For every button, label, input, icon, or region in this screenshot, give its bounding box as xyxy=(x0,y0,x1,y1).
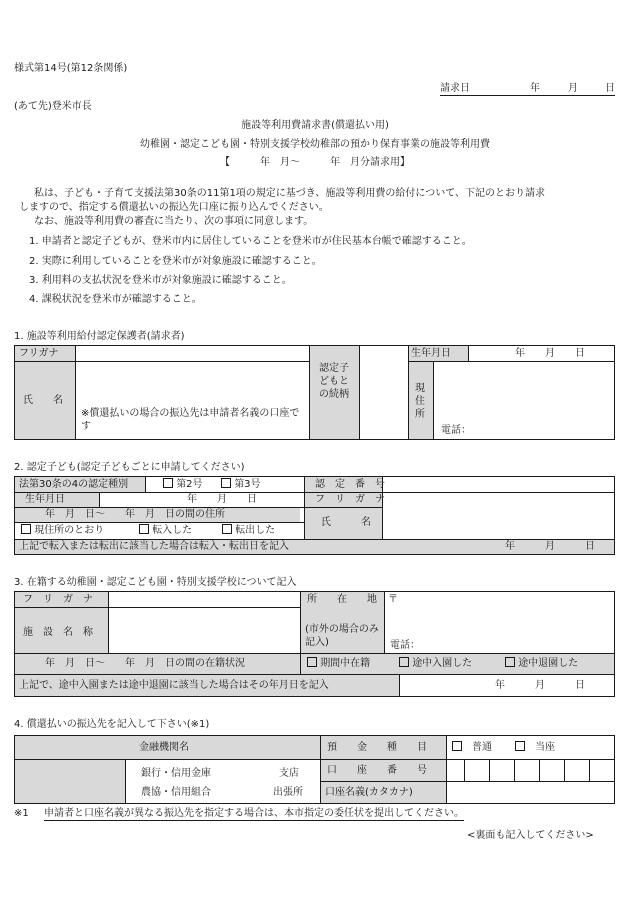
section-4-heading: 4. 償還払いの振込先を記入して下さい(※1) xyxy=(14,719,210,730)
checkbox-icon xyxy=(515,741,525,751)
address-label: 現住所 xyxy=(415,383,425,420)
deposit-type-label: 預 金 種 目 xyxy=(327,742,427,753)
consent-item: 4. 課税状況を登米市が確認すること。 xyxy=(29,294,202,305)
month-label: 月 xyxy=(568,83,578,94)
residence-moved-in-option[interactable]: 転入した xyxy=(139,524,192,537)
checkbox-icon xyxy=(399,657,409,667)
intro-para-1: 私は、子ども・子育て支援法第30条の11第1項の規定に基づき、施設等利用費の給付について、下記のとおり請求 xyxy=(34,188,546,199)
child-furigana-input[interactable] xyxy=(384,493,612,506)
guardian-furigana-input[interactable] xyxy=(77,347,307,360)
consent-item: 3. 利用料の支払状況を登米市が対象施設に確認すること。 xyxy=(29,275,292,286)
intro-para-3: なお、施設等利用費の審査に当たり、次の事項に同意します。 xyxy=(34,216,314,227)
child-birth-label: 生年月日 xyxy=(25,494,65,505)
section-1-heading: 1. 施設等利用給付認定保護者(請求者) xyxy=(14,331,185,342)
facility-address-input[interactable] xyxy=(386,607,612,637)
location-label: 所 在 地 xyxy=(307,594,377,605)
facility-phone-label: 電話： xyxy=(390,640,420,651)
residence-moved-out-option[interactable]: 転出した xyxy=(222,524,275,537)
addressee: (あて先)登米市長 xyxy=(14,101,92,112)
ordinary-deposit-option[interactable]: 普通 xyxy=(452,741,492,754)
footnote-text: 申請者と口座名義が異なる振込先を指定する場合は、本市指定の委任状を提出してください。 xyxy=(44,808,464,819)
bank-name-label: 金融機関名 xyxy=(139,742,189,753)
phone-label: 電話： xyxy=(441,425,471,436)
section-2-heading: 2. 認定子ども(認定子どもごとに申請してください) xyxy=(14,462,245,473)
checkbox-icon xyxy=(221,478,231,488)
consent-item: 2. 実際に利用していることを登米市が対象施設に確認すること。 xyxy=(29,256,322,267)
birth-ymd[interactable]: 年 月 日 xyxy=(515,348,585,359)
consent-item: 1. 申請者と認定子どもが、登米市内に居住していることを登米市が住民基本台帳で確認すること。 xyxy=(29,236,472,247)
facility-table xyxy=(14,591,615,697)
guardian-address-input[interactable] xyxy=(435,363,611,423)
account-holder-input[interactable] xyxy=(447,782,613,802)
facility-furigana-input[interactable] xyxy=(110,593,298,606)
furigana-label: フリガナ xyxy=(19,348,59,359)
birth-label: 生年月日 xyxy=(411,348,451,359)
footnote-mark: ※1 xyxy=(14,808,29,819)
account-number-label: 口 座 番 号 xyxy=(327,765,427,776)
child-birth-ymd[interactable]: 年 月 日 xyxy=(187,494,257,505)
intro-para-2: しますので、指定する償還払いの振込先口座に振り込んでください。 xyxy=(19,202,329,213)
cert-type-2-option[interactable]: 第2号 xyxy=(163,478,203,491)
checkbox-icon xyxy=(163,478,173,488)
enrollment-change-ymd[interactable]: 年 月 日 xyxy=(495,680,585,691)
section-3-heading: 3. 在籍する幼稚園・認定こども園・特別支援学校について記入 xyxy=(14,577,297,588)
title-sub: 幼稚園・認定こども園・特別支援学校幼稚部の預かり保育事業の施設等利用費 xyxy=(140,139,490,150)
year-label: 年 xyxy=(530,83,540,94)
branch-label[interactable]: 支店 xyxy=(279,768,299,779)
enrolled-midway-option[interactable]: 途中入園した xyxy=(399,657,472,670)
account-holder-label: 口座名義(カタカナ) xyxy=(325,787,413,798)
checkbox-icon xyxy=(139,524,149,534)
checkbox-icon xyxy=(452,741,462,751)
postal-mark: 〒 xyxy=(388,594,398,605)
request-date-field[interactable] xyxy=(440,82,615,96)
residence-current-option[interactable]: 現住所のとおり xyxy=(21,524,104,537)
checkbox-icon xyxy=(222,524,232,534)
account-number-input[interactable] xyxy=(447,760,613,780)
guardian-name-input[interactable] xyxy=(77,363,307,403)
cert-type-label: 法第30条の4の認定種別 xyxy=(19,479,129,490)
back-side-note: <裏面も記入してください> xyxy=(467,830,594,841)
enrollment-period-label: 年 月 日〜 年 月 日の間の在籍状況 xyxy=(45,658,245,669)
current-deposit-option[interactable]: 当座 xyxy=(515,741,555,754)
office-label[interactable]: 出張所 xyxy=(273,787,303,798)
form-number: 様式第14号(第12条関係) xyxy=(14,63,128,74)
residence-period-label: 年 月 日〜 年 月 日の間の住所 xyxy=(45,509,225,520)
cert-number-input[interactable] xyxy=(384,478,612,491)
enrolled-full-option[interactable]: 期間中在籍 xyxy=(307,657,370,670)
facility-name-label: 施 設 名 称 xyxy=(23,627,93,638)
guardian-table xyxy=(14,345,615,440)
enrollment-change-note: 上記で、途中入園または途中退園に該当した場合はその年月日を記入 xyxy=(19,680,329,691)
bank-table xyxy=(14,735,615,804)
request-date-label: 請求日 xyxy=(440,83,470,94)
title-period: 【 年 月〜 年 月分請求用】 xyxy=(220,157,410,168)
outside-city-note: (市外の場合のみ記入) xyxy=(305,624,379,648)
child-table xyxy=(14,476,615,555)
facility-furigana-label: フ リ ガ ナ xyxy=(23,594,93,605)
checkbox-icon xyxy=(505,657,515,667)
name-note: ※償還払いの場合の振込先は申請者名義の口座です xyxy=(81,408,300,432)
bank-type-1[interactable]: 銀行・信用金庫 xyxy=(141,768,211,779)
bank-type-2[interactable]: 農協・信用組合 xyxy=(141,787,211,798)
move-date-ymd[interactable]: 年 月 日 xyxy=(505,541,595,552)
facility-name-input[interactable] xyxy=(110,609,298,651)
checkbox-icon xyxy=(21,524,31,534)
cert-number-label: 認 定 番 号 xyxy=(315,479,385,490)
relation-label: 認定子どもとの続柄 xyxy=(319,363,349,400)
child-name-label: 氏 名 xyxy=(321,517,371,528)
day-label: 日 xyxy=(605,83,615,94)
name-label: 氏 名 xyxy=(23,395,63,406)
cert-type-3-option[interactable]: 第3号 xyxy=(221,478,261,491)
child-furigana-label: フ リ ガ ナ xyxy=(315,494,385,505)
withdrew-midway-option[interactable]: 途中退園した xyxy=(505,657,578,670)
child-name-input[interactable] xyxy=(384,508,612,538)
relation-input[interactable] xyxy=(361,348,406,437)
title-main: 施設等利用費請求書(償還払い用) xyxy=(241,120,389,131)
checkbox-icon xyxy=(307,657,317,667)
move-date-note: 上記で転入または転出に該当した場合は転入・転出日を記入 xyxy=(19,541,289,552)
